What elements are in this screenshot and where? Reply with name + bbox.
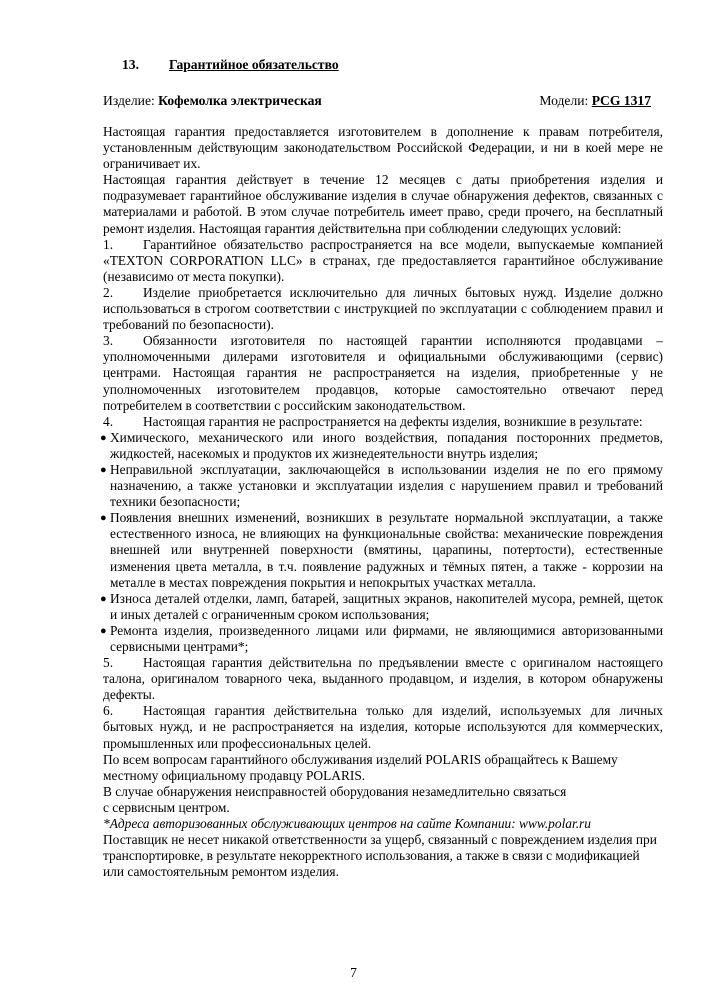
warranty-text (100, 124, 663, 880)
service-centers-note: *Адреса авторизованных обслуживающих центров на сайте Компании: www.polar.ru (103, 816, 591, 832)
exclusion-bullet (100, 590, 663, 623)
intro-paragraph-2: Настоящая гарантия действует в течение 12 месяцев с даты приобретения изделия и подразумевает гарантийное обслуживание изделия в случае обнаружения дефектов, связанных с материалами и работой. В этом случае потребитель имеет право, среди прочего, на бесплатный ремонт изделия. Настоящая гарантия действительна при соблюдении следующих условий: (103, 172, 663, 236)
malfunction-line-2: с сервисным центром. (103, 799, 230, 815)
section-number: 13. (122, 57, 139, 72)
exclusion-text: Химического, механического или иного воздействия, попадания посторонних предметов, жидкостей, насекомых и продуктов их жизнедеятельности внутрь изделия; (110, 429, 663, 461)
section-heading (122, 57, 339, 73)
contact-paragraph: По всем вопросам гарантийного обслуживания изделий POLARIS обращайтесь к Вашему местному официальному продавцу POLARIS. (103, 751, 618, 783)
liability-paragraph: Поставщик не несет никакой ответственности за ущерб, связанный с повреждением изделия при транспортировке, в результате некорректного использования, а также в связи с модификацией или самостоятельным ремонтом изделия. (103, 832, 657, 880)
exclusion-text: Появления внешних изменений, возникших в результате нормальной эксплуатации, а также естественного износа, не влияющих на функциональные свойства: механические повреждения внешней или внутренней поверхности (вмятины, царапины, потертости), естественные изменения цвета металла, в т.ч. появление радужных и тёмных пятен, а также - коррозии на металле в местах повреждения покрытия и непокрытых участках металла. (110, 510, 663, 590)
condition-item (103, 237, 663, 285)
condition-item (103, 285, 663, 333)
product-label: Изделие: (103, 93, 155, 108)
condition-text: Настоящая гарантия действительна по предъявлении вместе с оригиналом настоящего талона, оригиналом товарного чека, выданного продавцом, и изделия, в котором обнаружены дефекты. (103, 655, 663, 703)
exclusion-text: Износа деталей отделки, ламп, батарей, защитных экранов, накопителей мусора, ремней, щеток и иных деталей с ограниченным сроком использования; (110, 590, 663, 622)
condition-text: Изделие приобретается исключительно для личных бытовых нужд. Изделие должно использоваться в строгом соответствии с инструкцией по эксплуатации с соблюдением правил и требований по безопасности). (103, 284, 663, 333)
intro-paragraph-1: Настоящая гарантия предоставляется изготовителем в дополнение к правам потребителя, установленным действующим законодательством Российской Федерации, и ни в коей мере не ограничивает их. (103, 124, 663, 172)
model-info (539, 93, 651, 109)
malfunction-line-1: В случае обнаружения неисправностей оборудования незамедлительно связаться (103, 783, 567, 799)
condition-text: Обязанности изготовителя по настоящей гарантии исполняются продавцами – уполномоченными дилерами изготовителя и официальными обслуживающими (сервис) центрами. Настоящая гарантия не распространяется на изделия, приобретенные у не уполномоченных изготовителем продавцов, которые самостоятельно отвечают перед потребителем в соответствии с российским законодательством. (103, 333, 663, 413)
bullet-icon: ● (100, 624, 107, 637)
model-number: PCG 1317 (591, 93, 651, 108)
condition-item (103, 414, 663, 430)
product-line (103, 93, 651, 109)
condition-text: Настоящая гарантия не распространяется на дефекты изделия, возникшие в результате: (143, 413, 643, 429)
condition-item (103, 703, 663, 751)
condition-number: 4. (103, 413, 114, 429)
condition-item (103, 333, 663, 413)
condition-item (103, 655, 663, 703)
condition-text: Настоящая гарантия действительна только для изделий, используемых для личных бытовых нужд, и не распространяется на изделия, которые используются для коммерческих, промышленных или профессиональных целей. (103, 703, 663, 751)
exclusion-text: Неправильной эксплуатации, заключающейся в использовании изделия не по его прямому назначению, а также установки и эксплуатации изделия с нарушением правил и требований техники безопасности; (110, 461, 663, 510)
bullet-icon: ● (100, 592, 107, 605)
condition-number: 6. (103, 703, 114, 719)
section-title: Гарантийное обязательство (169, 57, 339, 72)
exclusion-bullet (100, 429, 663, 462)
condition-number: 2. (103, 284, 114, 300)
condition-number: 1. (103, 236, 114, 252)
exclusion-bullet (100, 622, 663, 655)
exclusion-bullet (100, 461, 663, 510)
product-name: Кофемолка электрическая (158, 93, 322, 108)
bullet-icon: ● (100, 512, 107, 525)
bullet-icon: ● (100, 431, 107, 444)
condition-text: Гарантийное обязательство распространяется на все модели, выпускаемые компанией «TEXTON CORPORATION LLC» в странах, где предоставляется гарантийное обслуживание (независимо от места покупки). (103, 236, 663, 284)
bullet-icon: ● (100, 463, 107, 476)
page-number: 7 (350, 965, 357, 980)
exclusion-text: Ремонта изделия, произведенного лицами или фирмами, не являющимися авторизованными сервисными центрами*; (110, 622, 663, 654)
model-label: Модели: (539, 93, 589, 108)
condition-number: 5. (103, 655, 114, 671)
exclusion-bullet (100, 510, 663, 590)
condition-number: 3. (103, 333, 114, 349)
